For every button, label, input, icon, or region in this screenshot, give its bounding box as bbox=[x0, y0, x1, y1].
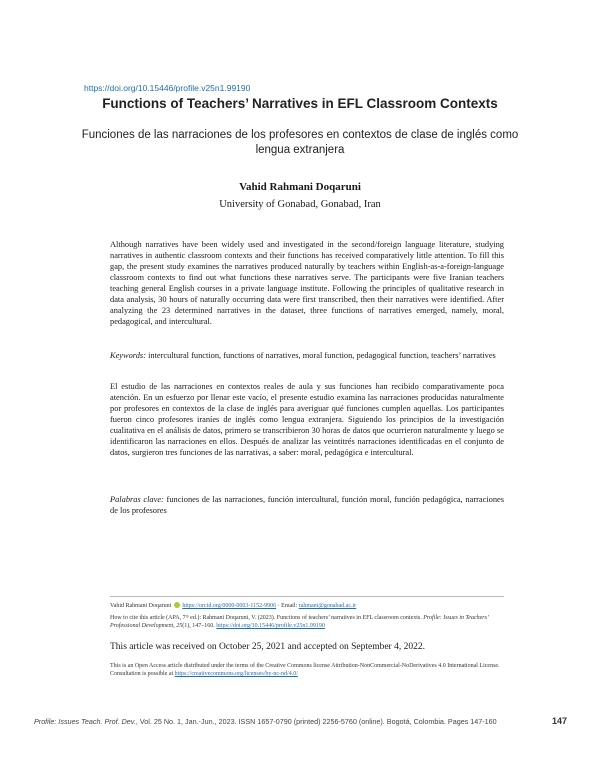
citation-suffix: (1), 147–160. bbox=[182, 623, 215, 629]
author-affiliation: University of Gonabad, Gonabad, Iran bbox=[219, 199, 381, 210]
article-title: Functions of Teachers’ Narratives in EFL Classroom Contexts bbox=[102, 96, 498, 111]
palabras-clave-text: funciones de las narraciones, función intercultural, función moral, función pedagógica, narraciones de los profesores bbox=[110, 495, 505, 515]
keywords-english bbox=[110, 350, 504, 361]
license-note bbox=[110, 662, 504, 678]
footnote-author-name: Vahid Rahmani Doqaruni bbox=[110, 603, 172, 609]
email-link[interactable]: rahmani@gonabad.ac.ir bbox=[298, 603, 357, 609]
citation-prefix: How to cite this article (APA, 7ᵗʰ ed.): Rahmani Doqaruni, V. (2023). Functions of teachers’ narratives in EFL classroom contexts. bbox=[110, 615, 422, 621]
article-subtitle-spanish: Funciones de las narraciones de los profesores en contextos de clase de inglés como lengua extranjera bbox=[81, 129, 519, 156]
orcid-link[interactable]: https://orcid.org/0000-0003-1152-9906 bbox=[182, 603, 277, 609]
keywords-spanish bbox=[110, 494, 504, 516]
abstract-english: Although narratives have been widely used and investigated in the second/foreign language literature, studying narratives in authentic classroom contexts and their functions has received comparatively little attention. To fill this gap, the present study examines the narratives produced naturally by teachers within English-as-a-foreign-language classroom contexts to find out what functions these narratives serve. The participants were five Iranian teachers teaching general English courses in a private language institute. Following the principles of qualitative research in data analysis, 30 hours of naturally occurring data were first transcribed, then their narratives were identified. After analyzing the 23 determined narratives in the dataset, three functions of narratives emerged, namely, moral, pedagogical, and intercultural. bbox=[110, 240, 504, 326]
author-name: Vahid Rahmani Doqaruni bbox=[239, 181, 361, 193]
citation-journal: Profile: Issues in Teachers’ Professional Development, 25 bbox=[110, 615, 489, 629]
footer-journal-name: Profile: Issues Teach. Prof. Dev. bbox=[34, 717, 136, 726]
keywords-label: Keywords: bbox=[110, 351, 146, 360]
footnote-divider bbox=[110, 596, 504, 597]
keywords-text: intercultural function, functions of narratives, moral function, pedagogical function, teachers’ narratives bbox=[148, 351, 496, 360]
footnote-author bbox=[110, 602, 504, 610]
journal-footer bbox=[34, 717, 497, 726]
orcid-icon bbox=[174, 602, 180, 608]
abstract-spanish: El estudio de las narraciones en contextos reales de aula y sus funciones han recibido comparativamente poca atención. En un esfuerzo por llenar este vacío, el presente estudio examina las narraciones producidas naturalmente por profesores en contextos de la clase de inglés para averiguar qué funciones cumplen aquellas. Los participantes fueron cinco profesores iraníes de inglés como lengua extranjera. Siguiendo los principios de la investigación cualitativa en el análisis de datos, primero se transcribieron 30 horas de datos que ocurrieron naturalmente y luego se identificaron las narraciones en ellos. Después de analizar las veintitrés narraciones identificadas en el conjunto de datos, surgieron tres funciones de las narrativas, a saber: moral, pedagógica e intercultural. bbox=[110, 382, 504, 457]
received-accepted-dates: This article was received on October 25, 2021 and accepted on September 4, 2022. bbox=[110, 642, 425, 652]
footer-details: , Vol. 25 No. 1, Jan.-Jun., 2023. ISSN 1657-0790 (printed) 2256-5760 (online). Bogotá, Colombia. Pages 147-160 bbox=[135, 717, 497, 726]
email-label: · Email: bbox=[277, 603, 298, 609]
citation-doi-link[interactable]: https://doi.org/10.15446/profile.v25n1.99190 bbox=[216, 623, 325, 629]
palabras-clave-label: Palabras clave: bbox=[110, 495, 164, 504]
license-link[interactable]: https://creativecommons.org/licenses/by-nc-nd/4.0/ bbox=[174, 671, 298, 677]
footnote-citation bbox=[110, 614, 504, 630]
license-text: This is an Open Access article distributed under the terms of the Creative Commons license Attribution-NonCommercial-NoDerivatives 4.0 International License. Consultation is possible at bbox=[110, 663, 500, 677]
page-number: 147 bbox=[551, 716, 567, 726]
doi-link[interactable]: https://doi.org/10.15446/profile.v25n1.99190 bbox=[84, 83, 251, 93]
